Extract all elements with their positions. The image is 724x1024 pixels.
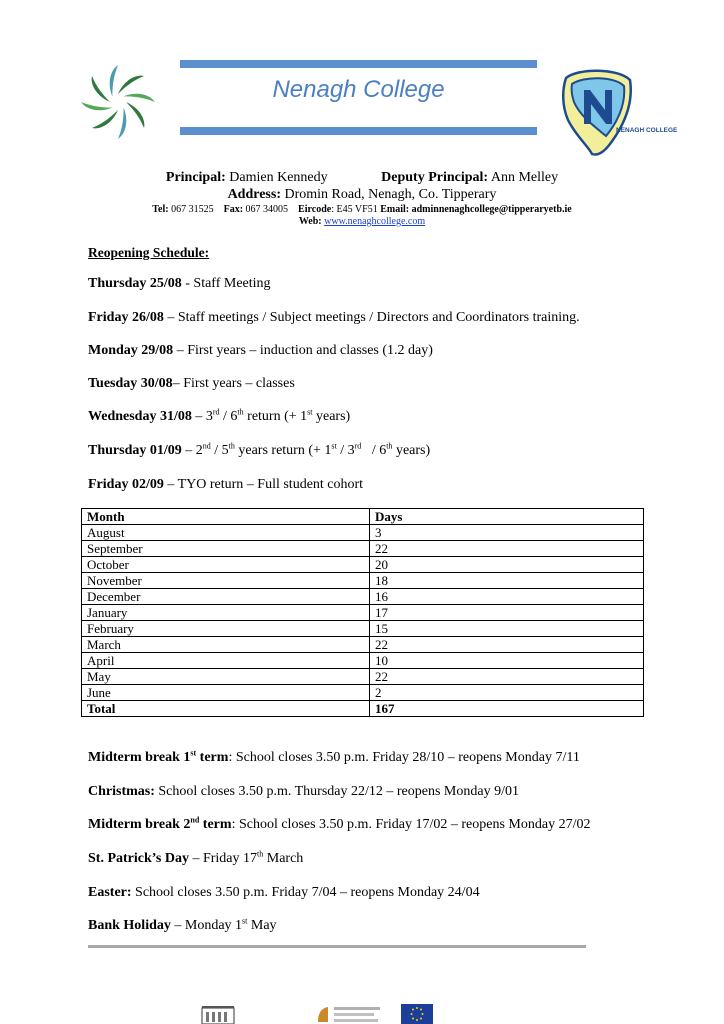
break-text: : School closes 3.50 p.m. Friday 28/10 – reopens Monday 7/11: [228, 750, 580, 765]
month-cell: March: [82, 637, 370, 653]
ordinal-suffix: st: [331, 441, 337, 451]
college-name: Nenagh College: [272, 76, 445, 103]
schedule-day: Thursday 25/08: [88, 276, 182, 291]
schedule-text: years): [392, 443, 431, 458]
schedule-item: [88, 343, 433, 359]
days-cell: 22: [370, 541, 644, 557]
schedule-item: [88, 276, 271, 292]
month-cell: April: [82, 653, 370, 669]
schedule-title: Reopening Schedule:: [88, 245, 210, 260]
schedule-item: [88, 409, 350, 425]
break-text: – Friday 17: [188, 851, 258, 866]
ordinal-suffix: st: [242, 916, 248, 926]
schedule-text: – First years – induction and classes (1.2 day): [173, 343, 433, 358]
break-midterm-1: [88, 750, 580, 766]
table-row: [82, 621, 644, 637]
schedule-text: years return (+ 1: [234, 443, 332, 458]
schedule-day: Monday 29/08: [88, 343, 174, 358]
column-header-month: Month: [82, 509, 370, 525]
month-cell: February: [82, 621, 370, 637]
schedule-text: return (+ 1: [243, 409, 308, 424]
eircode-label: Eircode: [298, 204, 332, 215]
days-cell: 10: [370, 653, 644, 669]
principal-label: Principal:: [165, 170, 226, 185]
table-row: [82, 653, 644, 669]
days-cell: 16: [370, 589, 644, 605]
month-cell: May: [82, 669, 370, 685]
schedule-text: / 6: [361, 443, 387, 458]
total-label: Total: [82, 701, 370, 717]
college-crest-logo: [558, 66, 678, 158]
ordinal-suffix: th: [386, 441, 393, 451]
schedule-text: – Staff meetings / Subject meetings / Directors and Coordinators training.: [163, 310, 580, 325]
fax-value: 067 34005: [245, 204, 289, 215]
break-st-patricks: [88, 851, 303, 867]
break-label: Bank Holiday: [88, 918, 171, 933]
days-cell: 22: [370, 669, 644, 685]
email-label: Email:: [380, 204, 410, 215]
ordinal-suffix: st: [190, 748, 197, 758]
break-text: School closes 3.50 p.m. Thursday 22/12 – reopens Monday 9/01: [154, 784, 519, 799]
days-cell: 17: [370, 605, 644, 621]
schedule-text: years): [312, 409, 351, 424]
break-bank-holiday: [88, 918, 277, 934]
title-band-bottom: [180, 127, 537, 135]
break-label: Midterm break 1: [88, 750, 191, 765]
schedule-text: – First years – classes: [172, 376, 295, 391]
swirl-logo-icon: [84, 66, 152, 138]
schedule-day: Friday 26/08: [88, 310, 164, 325]
title-band-top: [180, 60, 537, 68]
break-midterm-2: [88, 817, 590, 833]
schedule-text: – 2: [181, 443, 203, 458]
ordinal-suffix: rd: [354, 441, 362, 451]
days-cell: 2: [370, 685, 644, 701]
break-christmas: [88, 784, 519, 800]
address-line: [0, 187, 724, 203]
table-row: [82, 541, 644, 557]
month-cell: January: [82, 605, 370, 621]
deputy-label: Deputy Principal:: [381, 170, 489, 185]
month-cell: October: [82, 557, 370, 573]
web-line: [0, 216, 724, 227]
eu-flag-icon: [401, 1004, 433, 1024]
days-cell: 3: [370, 525, 644, 541]
school-days-table: [81, 508, 644, 717]
break-label: Christmas:: [88, 784, 155, 799]
principal-name: Damien Kennedy: [229, 170, 328, 185]
crest-logo-text: NENAGH COLLEGE: [616, 127, 678, 134]
days-cell: 20: [370, 557, 644, 573]
schedule-text: / 6: [219, 409, 238, 424]
deputy-name: Ann Melley: [490, 170, 559, 185]
schedule-day: Friday 02/09: [88, 477, 164, 492]
break-text: March: [263, 851, 304, 866]
web-label: Web:: [298, 216, 322, 227]
address-value: Dromin Road, Nenagh, Co. Tipperary: [284, 187, 497, 202]
break-label: term: [199, 817, 232, 832]
break-text: School closes 3.50 p.m. Friday 7/04 – reopens Monday 24/04: [131, 885, 480, 900]
break-easter: [88, 885, 480, 901]
ordinal-suffix: nd: [190, 815, 200, 825]
schedule-text: - Staff Meeting: [181, 276, 271, 291]
table-row: [82, 685, 644, 701]
days-cell: 22: [370, 637, 644, 653]
ordinal-suffix: th: [237, 407, 244, 417]
address-label: Address:: [227, 187, 281, 202]
table-row: [82, 589, 644, 605]
table-row: [82, 669, 644, 685]
ordinal-suffix: nd: [202, 441, 211, 451]
ordinal-suffix: rd: [212, 407, 220, 417]
fax-label: Fax:: [223, 204, 244, 215]
schedule-item: [88, 310, 580, 326]
ordinal-suffix: st: [307, 407, 313, 417]
table-row: [82, 557, 644, 573]
break-text: – Monday 1: [170, 918, 243, 933]
table-row: [82, 525, 644, 541]
harp-funding-logo-icon: [314, 1004, 384, 1024]
schedule-day: Thursday 01/09: [88, 443, 182, 458]
schedule-text: / 3: [336, 443, 355, 458]
days-cell: 18: [370, 573, 644, 589]
schedule-day: Wednesday 31/08: [88, 409, 192, 424]
table-row: [82, 573, 644, 589]
schedule-day: Tuesday 30/08: [88, 376, 173, 391]
tel-value: 067 31525: [171, 204, 214, 215]
building-logo-icon: [200, 1004, 236, 1024]
column-header-days: Days: [370, 509, 644, 525]
ordinal-suffix: th: [228, 441, 235, 451]
month-cell: December: [82, 589, 370, 605]
break-text: : School closes 3.50 p.m. Friday 17/02 – reopens Monday 27/02: [231, 817, 591, 832]
schedule-text: – TYO return – Full student cohort: [163, 477, 364, 492]
table-total-row: [82, 701, 644, 717]
email-value[interactable]: adminnenaghcollege@tipperaryetb.ie: [411, 204, 572, 215]
month-cell: November: [82, 573, 370, 589]
schedule-item: [88, 443, 430, 459]
website-link[interactable]: www.nenaghcollege.com: [324, 216, 426, 227]
contact-line: [0, 204, 724, 215]
days-cell: 15: [370, 621, 644, 637]
break-label: term: [196, 750, 229, 765]
break-text: May: [247, 918, 277, 933]
break-label: Easter:: [88, 885, 132, 900]
eircode-value: : E45 VF51: [331, 204, 378, 215]
break-label: St. Patrick’s Day: [88, 851, 189, 866]
break-label: Midterm break 2: [88, 817, 191, 832]
footer-rule: [88, 945, 586, 948]
schedule-text: / 5: [210, 443, 229, 458]
total-value: 167: [370, 701, 644, 717]
month-cell: June: [82, 685, 370, 701]
table-header-row: [82, 509, 644, 525]
month-cell: August: [82, 525, 370, 541]
table-row: [82, 637, 644, 653]
month-cell: September: [82, 541, 370, 557]
schedule-item: [88, 477, 363, 493]
tel-label: Tel:: [152, 204, 169, 215]
schedule-item: [88, 376, 295, 392]
ordinal-suffix: th: [257, 849, 264, 859]
schedule-text: – 3: [191, 409, 213, 424]
table-row: [82, 605, 644, 621]
principal-line: [0, 170, 724, 186]
